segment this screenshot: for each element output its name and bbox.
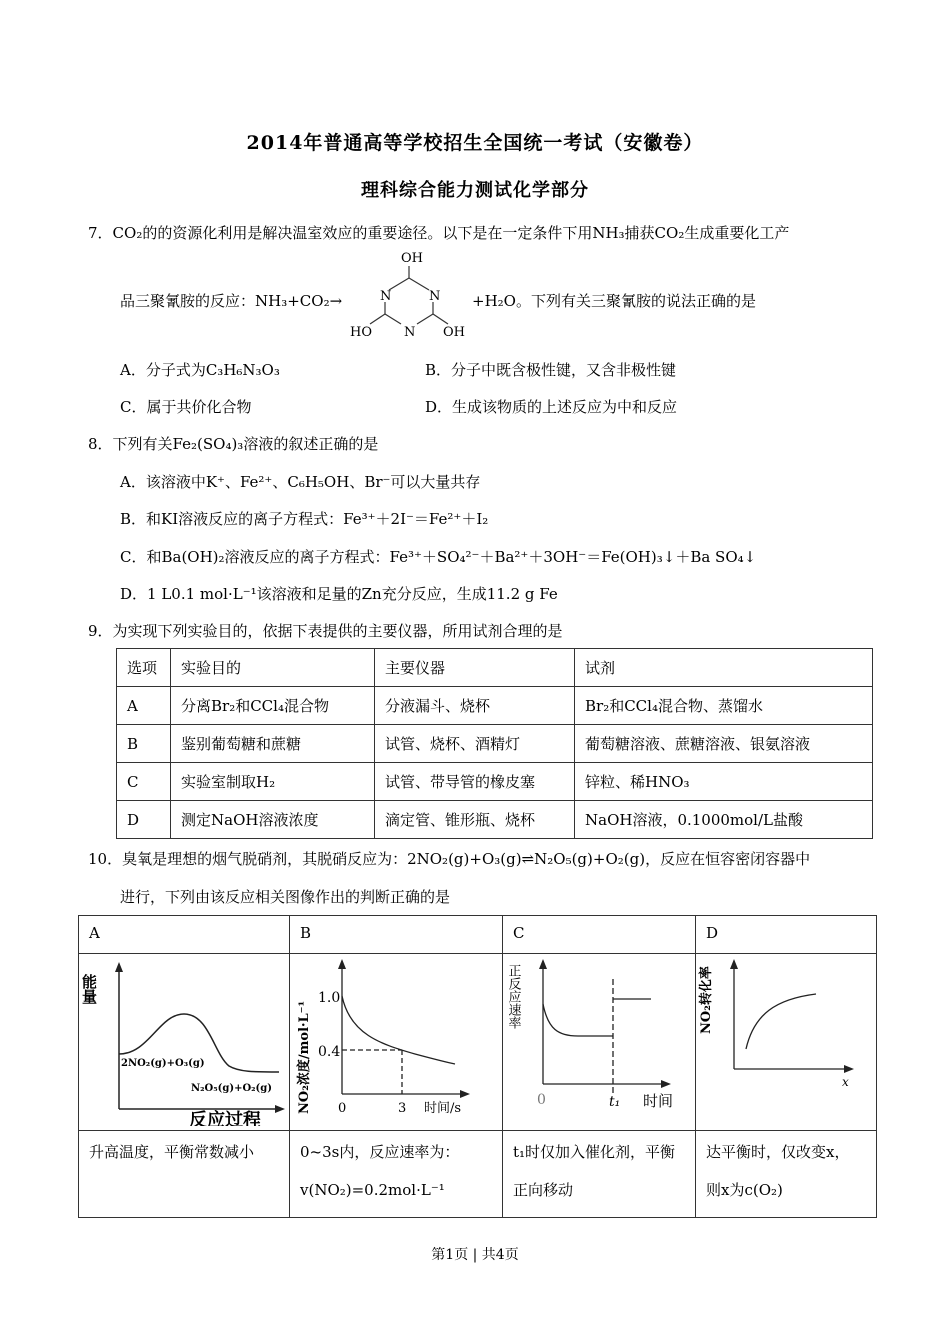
q7-option-b: B．分子中既含极性键，又含非极性键: [425, 361, 677, 379]
mol-n-bottom: N: [404, 325, 416, 340]
cell: Br₂和CCl₄混合物、蒸馏水: [575, 687, 873, 725]
q9-table: [116, 648, 873, 839]
q7-stem-2a: 品三聚氰胺的反应：NH₃+CO₂→: [120, 292, 343, 310]
graph-b-y1: 1.0: [318, 990, 341, 1006]
mol-n-left: N: [380, 289, 392, 304]
graph-b-ylabel: NO₂浓度/mol·L⁻¹: [297, 1000, 312, 1114]
table-row: [117, 725, 873, 763]
table-row: [117, 687, 873, 725]
q8-option-b: B．和KI溶液反应的离子方程式：Fe³⁺＋2I⁻＝Fe²⁺＋I₂: [120, 510, 489, 528]
answer-d-1: 达平衡时，仅改变x，: [706, 1143, 850, 1161]
answer-a: 升高温度，平衡常数减小: [89, 1143, 255, 1161]
graph-b-concentration: [290, 954, 502, 1126]
q8-option-d: D．1 L0.1 mol·L⁻¹该溶液和足量的Zn充分反应，生成11.2 g Fe: [120, 585, 558, 603]
answer-b-2: v(NO₂)=0.2mol·L⁻¹: [300, 1181, 445, 1199]
graph-d-xlabel: x: [842, 1075, 849, 1089]
cell: 测定NaOH溶液浓度: [171, 801, 375, 839]
th: 实验目的: [171, 649, 375, 687]
cell: C: [117, 763, 171, 801]
graph-c-xlabel: 时间: [643, 1092, 674, 1110]
q10-table: [78, 915, 877, 1218]
graph-c-ylabel: 正反应速率: [505, 964, 521, 1029]
graph-d-conversion: [696, 954, 876, 1126]
th: A: [79, 916, 290, 954]
exam-title: 2014年普通高等学校招生全国统一考试（安徽卷）: [246, 132, 704, 154]
q8-option-c: C．和Ba(OH)₂溶液反应的离子方程式：Fe³⁺＋SO₄²⁻＋Ba²⁺＋3OH⁻＝Fe(OH)₃↓＋Ba SO₄↓: [120, 548, 757, 566]
mol-n-right: N: [429, 289, 441, 304]
graph-a-energy: [79, 954, 289, 1126]
cell: A: [117, 687, 171, 725]
exam-subtitle: 理科综合能力测试化学部分: [361, 180, 589, 201]
th: B: [290, 916, 503, 954]
page-footer: 第1页 | 共4页: [431, 1247, 519, 1263]
th: 主要仪器: [375, 649, 575, 687]
graph-c-rate: [503, 954, 695, 1126]
q8-stem: 8．下列有关Fe₂(SO₄)₃溶液的叙述正确的是: [88, 435, 379, 453]
graph-c-x1: t₁: [609, 1094, 621, 1110]
cyanuric-acid-structure: [345, 248, 475, 343]
cell: 试管、烧杯、酒精灯: [375, 725, 575, 763]
cell: 分离Br₂和CCl₄混合物: [171, 687, 375, 725]
cell: D: [117, 801, 171, 839]
cell: 锌粒、稀HNO₃: [575, 763, 873, 801]
q7-stem-2b: +H₂O。下列有关三聚氰胺的说法正确的是: [472, 292, 756, 310]
cell: 鉴别葡萄糖和蔗糖: [171, 725, 375, 763]
q10-stem: 10．臭氧是理想的烟气脱硝剂，其脱硝反应为：2NO₂(g)+O₃(g)⇌N₂O₅(g)+O₂(g)，反应在恒容密闭容器中: [88, 850, 811, 868]
graph-b-y2: 0.4: [318, 1044, 341, 1060]
cell: 试管、带导管的橡皮塞: [375, 763, 575, 801]
graph-a-reactants: 2NO₂(g)+O₃(g): [121, 1058, 205, 1069]
cell: 实验室制取H₂: [171, 763, 375, 801]
q7-option-a: A．分子式为C₃H₆N₃O₃: [120, 361, 280, 379]
table-row: [117, 801, 873, 839]
answer-b-1: 0~3s内，反应速率为：: [300, 1143, 460, 1161]
answer-d-2: 则x为c(O₂): [706, 1181, 783, 1199]
table-header-row: [117, 649, 873, 687]
mol-oh-top: OH: [401, 251, 423, 266]
q9-stem: 9．为实现下列实验目的，依据下表提供的主要仪器，所用试剂合理的是: [88, 622, 563, 640]
th: D: [696, 916, 877, 954]
answer-c-1: t₁时仅加入催化剂，平衡: [513, 1143, 676, 1161]
q7-stem: 7．CO₂的的资源化利用是解决温室效应的重要途径。以下是在一定条件下用NH₃捕获CO₂生成重要化工产: [88, 224, 790, 242]
graph-a-products: N₂O₅(g)+O₂(g): [191, 1083, 272, 1094]
table-row: [117, 763, 873, 801]
graph-a-ylabel: 能量: [80, 974, 98, 1004]
answer-c-2: 正向移动: [513, 1181, 574, 1199]
th: 试剂: [575, 649, 873, 687]
cell: B: [117, 725, 171, 763]
th: 选项: [117, 649, 171, 687]
cell: 葡萄糖溶液、蔗糖溶液、银氨溶液: [575, 725, 873, 763]
cell: NaOH溶液，0.1000mol/L盐酸: [575, 801, 873, 839]
q7-option-d: D．生成该物质的上述反应为中和反应: [425, 398, 678, 416]
cell: 分液漏斗、烧杯: [375, 687, 575, 725]
graph-b-x0: 0: [338, 1101, 347, 1116]
th: C: [503, 916, 696, 954]
q10-stem-2: 进行，下列由该反应相关图像作出的判断正确的是: [120, 888, 451, 906]
graph-c-x0: 0: [537, 1092, 546, 1108]
mol-ho-left: HO: [350, 325, 372, 340]
q7-option-c: C．属于共价化合物: [120, 398, 252, 416]
graph-d-ylabel: NO₂转化率: [699, 966, 714, 1034]
graph-a-xlabel: 反应过程: [189, 1110, 261, 1126]
cell: 滴定管、锥形瓶、烧杯: [375, 801, 575, 839]
graph-b-x1: 3: [398, 1101, 407, 1116]
graph-b-xlabel: 时间/s: [424, 1101, 462, 1116]
mol-oh-right: OH: [443, 325, 465, 340]
q8-option-a: A．该溶液中K⁺、Fe²⁺、C₆H₅OH、Br⁻可以大量共存: [120, 473, 481, 491]
